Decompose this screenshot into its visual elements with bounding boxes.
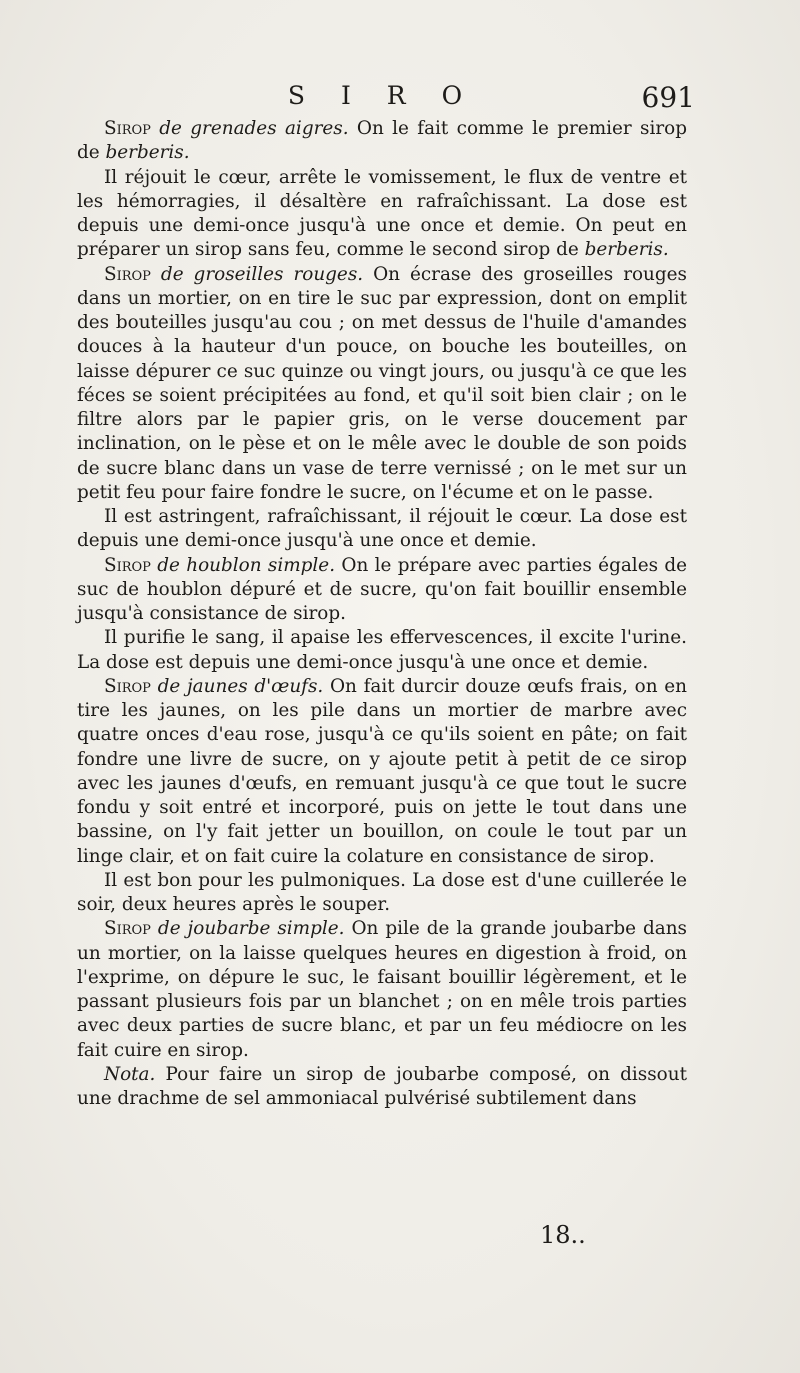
entry-title: de houblon simple. [157, 554, 336, 576]
entry-title: de grenades aigres. [159, 118, 349, 139]
paragraph-text: On fait durcir douze œufs frais, on en tire les jaunes, on les pile dans un mortier de marbre avec quatre onces d'eau rose, jusqu'à ce qu'ils soient en pâte; on fait fondre une livre de sucre, on y ajoute petit à petit de ce sirop avec les jaunes d'œufs, en remuant jusqu'à ce que tout le sucre fondu y soit entré et incorporé, puis on jette le tout dans une bassine, on l'y fait jetter un bouillon, on coule le tout par un linge clair, et on fait cuire la colature en consistance de sirop. [77, 675, 687, 867]
paragraph-text: Il purifie le sang, il apaise les effervescences, il excite l'urine. La dose est depuis une demi-once jusqu'à une once et demie. [77, 627, 687, 673]
paragraph-text: Pour faire un sirop de joubarbe composé, on dissout une drachme de sel ammoniacal pulvérisé subtilement dans [77, 1063, 687, 1109]
paragraph-sirop-joubarbe [77, 917, 687, 1063]
entry-title: de joubarbe simple. [157, 918, 345, 940]
entry-lead: Sirop [104, 918, 151, 940]
entry-lead: Sirop [104, 263, 151, 285]
paragraph-nota [77, 1063, 687, 1112]
nota-lead: Nota. [104, 1063, 156, 1085]
paragraph-text: On le fait comme le premier sirop de [77, 118, 687, 164]
entry-lead: Sirop [104, 118, 151, 139]
paragraph-houblon-properties [77, 626, 687, 675]
page-number: 691 [641, 81, 695, 114]
paragraph-text: Il est astringent, rafraîchissant, il réjouit le cœur. La dose est depuis une demi-once jusqu'à une once et demie. [77, 506, 687, 552]
paragraph-text: On écrase des groseilles rouges dans un mortier, on en tire le suc par expression, dont on emplit des bouteilles jusqu'au cou ; on met dessus de l'huile d'amandes douces à la hauteur d'un pouce, on bouche les bouteilles, on laisse dépurer ce suc quinze ou vingt jours, ou jusqu'à ce que les féces se soient précipitées au fond, et qu'il soit bien clair ; on le filtre alors par le papier gris, on le verse doucement par inclination, on le pèse et on le mêle avec le double de son poids de sucre blanc dans un vase de terre vernissé ; on le met sur un petit feu pour faire fondre le sucre, on l'écume et on le passe. [77, 263, 687, 503]
entry-lead: Sirop [104, 554, 151, 576]
paragraph-sirop-jaunes-oeufs [77, 675, 687, 869]
paragraph-tail: berberis. [584, 239, 669, 261]
paragraph-jaunes-oeufs-properties [77, 869, 687, 918]
body-text [77, 117, 687, 1111]
running-title: S I R O [287, 81, 477, 110]
paragraph-text: Il est bon pour les pulmoniques. La dose est d'une cuillerée le soir, deux heures après le souper. [77, 869, 687, 915]
signature-mark: 18.. [540, 1221, 586, 1249]
paragraph-groseilles-properties [77, 505, 687, 554]
paragraph-sirop-houblon [77, 554, 687, 627]
paragraph-sirop-grenades [77, 117, 687, 166]
paragraph-sirop-groseilles [77, 263, 687, 506]
paragraph-grenades-properties [77, 166, 687, 263]
paragraph-text: On pile de la grande joubarbe dans un mortier, on la laisse quelques heures en digestion à froid, on l'exprime, on dépure le suc, le faisant bouillir légèrement, et le passant plusieurs fois par un blanchet ; on en mêle trois parties avec deux parties de sucre blanc, et par un feu médiocre on les fait cuire en sirop. [77, 918, 687, 1061]
entry-title: de groseilles rouges. [160, 263, 364, 285]
paragraph-tail: berberis. [105, 142, 190, 164]
paragraph-text: On le prépare avec parties égales de suc de houblon dépuré et de sucre, qu'on fait bouillir ensemble jusqu'à consistance de sirop. [77, 554, 687, 624]
entry-title: de jaunes d'œufs. [157, 675, 324, 697]
entry-lead: Sirop [104, 675, 151, 697]
paragraph-text: Il réjouit le cœur, arrête le vomissement, le flux de ventre et les hémorragies, il désaltère en rafraîchissant. La dose est depuis une demi-once jusqu'à une once et demie. On peut en préparer un sirop sans feu, comme le second sirop de [77, 166, 687, 261]
running-head [77, 78, 695, 114]
